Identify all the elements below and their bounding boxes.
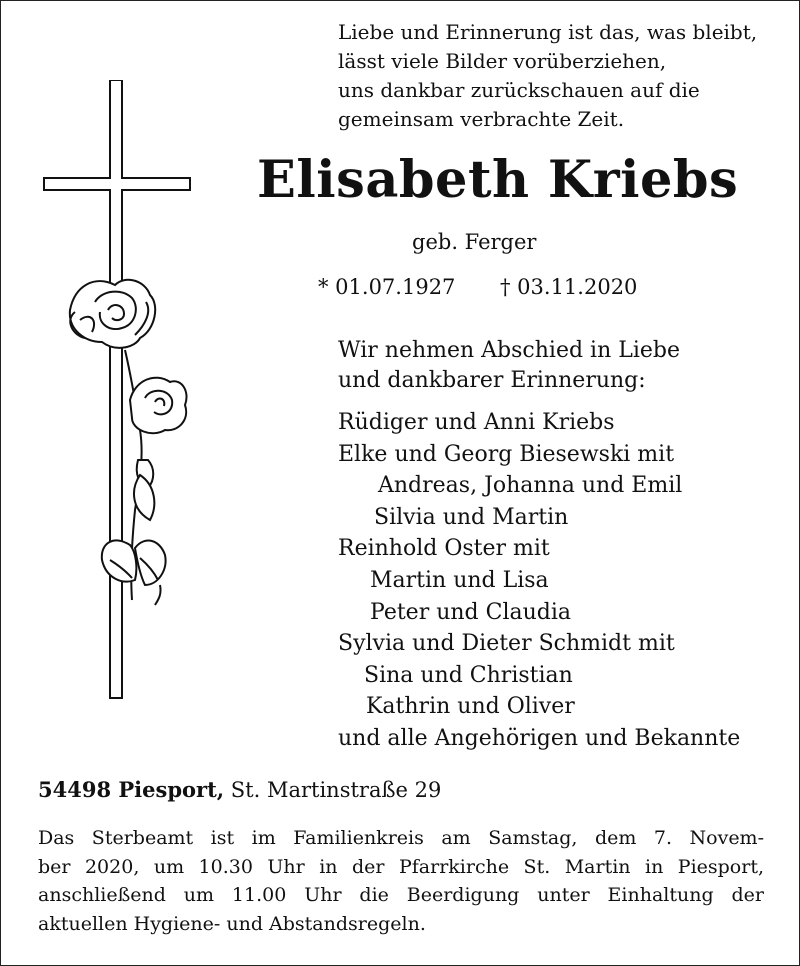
address bbox=[38, 777, 441, 802]
birth-date: * 01.07.1927 bbox=[318, 275, 456, 299]
address-place: 54498 Piesport, bbox=[38, 777, 225, 802]
cross-with-roses-icon bbox=[40, 80, 220, 710]
notice-line: aktuellen Hygiene- und Abstandsregeln. bbox=[38, 912, 426, 935]
poem-line: Liebe und Erinnerung ist das, was bleibt, bbox=[338, 20, 758, 44]
mourner-line: Peter und Claudia bbox=[370, 599, 572, 625]
address-street: St. Martinstraße 29 bbox=[230, 778, 442, 802]
death-date: † 03.11.2020 bbox=[500, 275, 638, 299]
mourners-list bbox=[338, 407, 740, 755]
mourner-line: Reinhold Oster mit bbox=[338, 536, 550, 562]
mourner-line: und alle Angehörigen und Bekannte bbox=[338, 725, 741, 751]
poem-line: lässt viele Bilder vorüberziehen, bbox=[338, 49, 667, 73]
notice-line: Das Sterbeamt ist im Familienkreis am Samstag, dem 7. Novem- bbox=[38, 827, 764, 849]
farewell-text bbox=[338, 336, 680, 396]
poem bbox=[338, 18, 788, 134]
mourner-line: Sylvia und Dieter Schmidt mit bbox=[338, 631, 675, 657]
deceased-name: Elisabeth Kriebs bbox=[257, 150, 739, 210]
poem-line: gemeinsam verbrachte Zeit. bbox=[338, 107, 625, 131]
mourner-line: Kathrin und Oliver bbox=[366, 694, 575, 720]
mourner-line: Elke und Georg Biesewski mit bbox=[338, 441, 675, 467]
rose-icon bbox=[130, 378, 187, 434]
mourner-line: Andreas, Johanna und Emil bbox=[378, 473, 683, 499]
mourner-line: Martin und Lisa bbox=[370, 567, 549, 593]
notice-line: ber 2020, um 10.30 Uhr in der Pfarrkirche St. Martin in Piesport, bbox=[38, 855, 764, 878]
mourner-line: Sina und Christian bbox=[364, 662, 573, 688]
rose-icon bbox=[70, 280, 155, 348]
farewell-line: und dankbarer Erinnerung: bbox=[338, 368, 646, 393]
farewell-line: Wir nehmen Abschied in Liebe bbox=[338, 338, 681, 363]
mourner-line: Silvia und Martin bbox=[374, 504, 569, 530]
maiden-name: geb. Ferger bbox=[412, 230, 537, 254]
poem-line: uns dankbar zurückschauen auf die bbox=[338, 78, 700, 102]
mourner-line: Rüdiger und Anni Kriebs bbox=[338, 410, 615, 435]
notice-line: anschließend um 11.00 Uhr die Beerdigung unter Einhaltung der bbox=[38, 884, 764, 906]
funeral-notice bbox=[38, 824, 764, 938]
